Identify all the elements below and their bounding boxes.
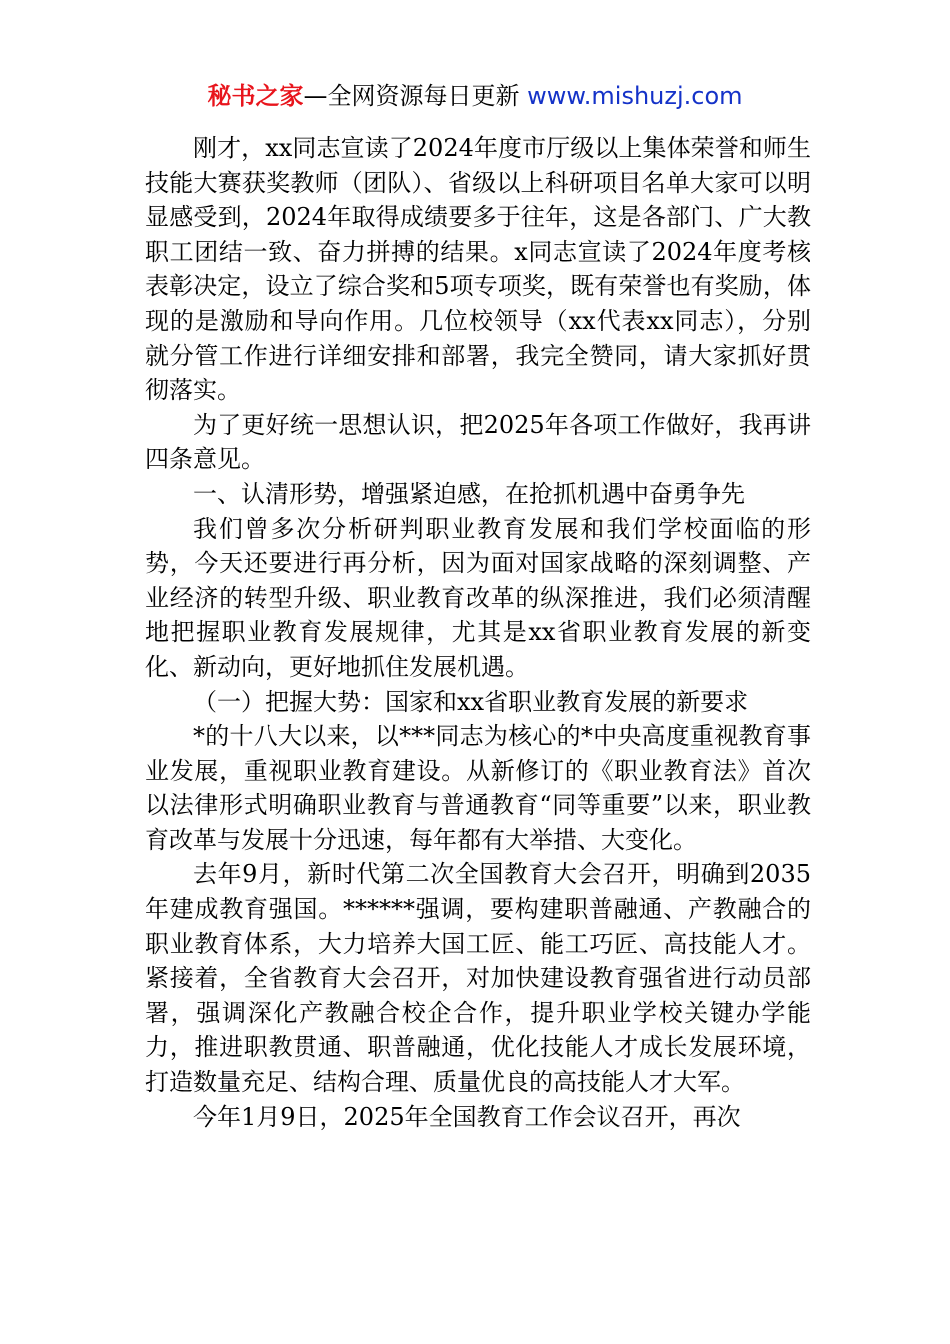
section-heading-1: 一、认清形势，增强紧迫感，在抢抓机遇中奋勇争先 — [193, 479, 745, 508]
site-url-link[interactable]: www.mishuzj.com — [527, 82, 743, 110]
paragraph-situation: 我们曾多次分析研判职业教育发展和我们学校面临的形势，今天还要进行再分析，因为面对国家战略的深刻调整、产业经济的转型升级、职业教育改革的纵深推进，我们必须清醒地把握职业教育发展规律，尤其是xx省职业教育发展的新变化、新动向，更好地抓住发展机遇。 — [145, 514, 811, 681]
paragraph-conference: 去年9月，新时代第二次全国教育大会召开，明确到2035年建成教育强国。******强调，要构建职普融通、产教融合的职业教育体系，大力培养大国工匠、能工巧匠、高技能人才。紧接着，全省教育大会召开，对加快建设教育强省进行动员部署，强调深化产教融合校企合作，提升职业学校关键办学能力，推进职教贯通、职普融通，优化技能人才成长发展环境，打造数量充足、结构合理、质量优良的高技能人才大军。 — [145, 860, 811, 1097]
paragraph-intro: 为了更好统一思想认识，把2025年各项工作做好，我再讲四条意见。 — [145, 410, 811, 474]
site-tagline: —全网资源每日更新 — [303, 82, 528, 110]
site-brand: 秘书之家 — [207, 82, 304, 110]
site-header — [0, 80, 950, 112]
paragraph-opening: 刚才，xx同志宣读了2024年度市厅级以上集体荣誉和师生技能大赛获奖教师（团队）、省级以上科研项目名单大家可以明显感受到，2024年取得成绩要多于往年，这是各部门、广大教职工团结一致、奋力拼搏的结果。x同志宣读了2024年度考核表彰决定，设立了综合奖和5项专项奖，既有荣誉也有奖励，体现的是激励和导向作用。几位校领导（xx代表xx同志），分别就分管工作进行详细安排和部署，我完全赞同，请大家抓好贯彻落实。 — [145, 134, 811, 405]
subsection-heading-1: （一）把握大势：国家和xx省职业教育发展的新要求 — [193, 687, 749, 716]
paragraph-policy: *的十八大以来，以***同志为核心的*中央高度重视教育事业发展，重视职业教育建设。从新修订的《职业教育法》首次以法律形式明确职业教育与普通教育“同等重要”以来，职业教育改革与发展十分迅速，每年都有大举措、大变化。 — [145, 722, 811, 854]
document-body — [145, 131, 811, 1134]
paragraph-work-meeting: 今年1月9日，2025年全国教育工作会议召开，再次 — [193, 1102, 741, 1131]
